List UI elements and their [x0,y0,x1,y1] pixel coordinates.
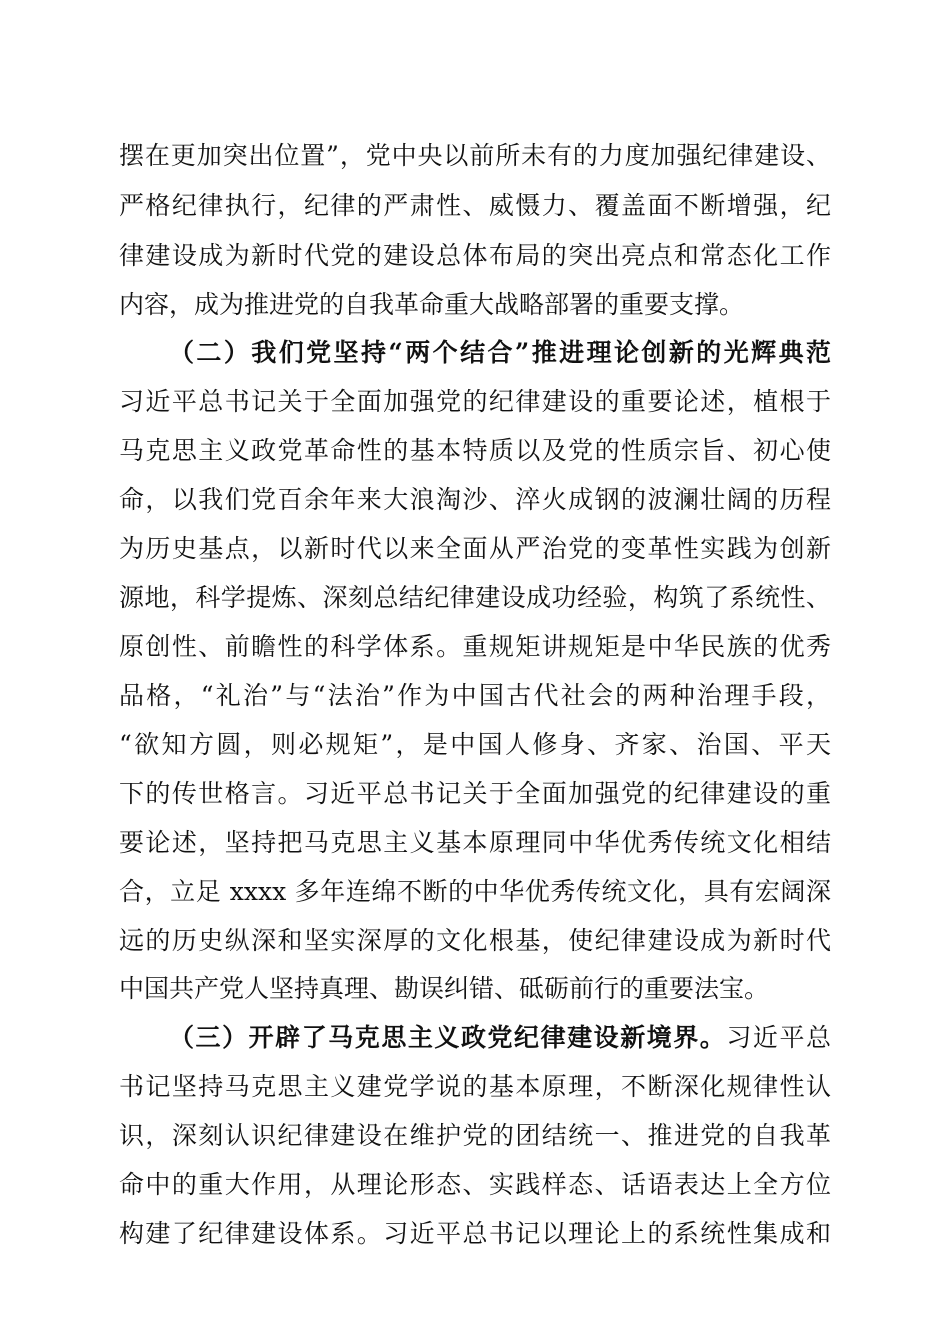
text-line-9: 为历史基点，以新时代以来全面从严治党的变革性实践为创新 [119,534,831,563]
text-line-19-tail: 习近平总 [726,1023,831,1052]
text-line-21: 识，深刻认识纪律建设在维护党的团结统一、推进党的自我革 [119,1121,831,1150]
text-line-8: 命，以我们党百余年来大浪淘沙、淬火成钢的波澜壮阔的历程 [119,485,831,514]
text-line-7: 马克思主义政党革命性的基本特质以及党的性质宗旨、初心使 [119,436,831,465]
section-heading-3: （三）开辟了马克思主义政党纪律建设新境界。 [169,1023,727,1052]
text-line-17: 远的历史纵深和坚实深厚的文化根基，使纪律建设成为新时代 [119,926,831,955]
text-line-20: 书记坚持马克思主义建党学说的基本原理，不断深化规律性认 [119,1072,831,1101]
text-line-14: 下的传世格言。习近平总书记关于全面加强党的纪律建设的重 [119,779,831,808]
text-line-10: 源地，科学提炼、深刻总结纪律建设成功经验，构筑了系统性、 [119,583,831,612]
text-line-11: 原创性、前瞻性的科学体系。重规矩讲规矩是中华民族的优秀 [119,632,831,661]
text-line-18: 中国共产党人坚持真理、勘误纠错、砥砺前行的重要法宝。 [119,974,770,1003]
text-line-1: 摆在更加突出位置”，党中央以前所未有的力度加强纪律建设、 [119,141,831,170]
text-line-2: 严格纪律执行，纪律的严肃性、威慑力、覆盖面不断增强，纪 [119,191,831,220]
text-line-4: 内容，成为推进党的自我革命重大战略部署的重要支撑。 [119,290,745,319]
text-line-16: 合，立足 xxxx 多年连绵不断的中华优秀传统文化，具有宏阔深 [119,877,831,906]
text-line-22: 命中的重大作用，从理论形态、实践样态、话语表达上全方位 [119,1170,831,1199]
text-line-3: 律建设成为新时代党的建设总体布局的突出亮点和常态化工作 [119,241,831,270]
section-heading-2: （二）我们党坚持“两个结合”推进理论创新的光辉典范 [169,338,831,367]
text-line-13: “欲知方圆，则必规矩”，是中国人修身、齐家、治国、平天 [119,730,831,759]
text-line-6: 习近平总书记关于全面加强党的纪律建设的重要论述，植根于 [119,387,831,416]
text-line-15: 要论述，坚持把马克思主义基本原理同中华优秀传统文化相结 [119,828,831,857]
text-line-23: 构建了纪律建设体系。习近平总书记以理论上的系统性集成和 [119,1219,831,1248]
text-line-12: 品格，“礼治”与“法治”作为中国古代社会的两种治理手段， [119,681,831,710]
section-heading-3-line [169,1018,831,1058]
